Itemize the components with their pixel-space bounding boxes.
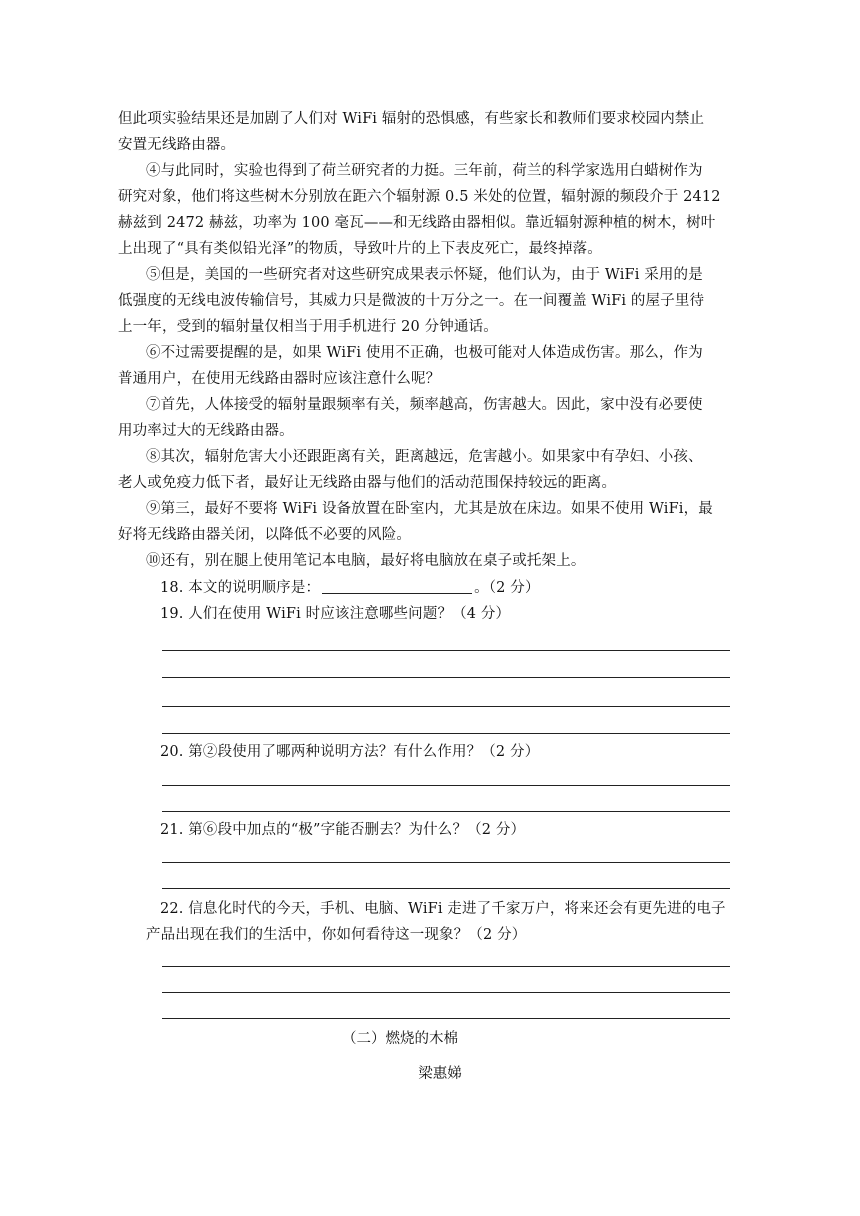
paragraph-8: ⑧其次，辐射危害大小还跟距离有关，距离越远，危害越小。如果家中有孕妇、小孩、 xyxy=(146,449,703,465)
passage-text: 研究对象，他们将这些树木分别放在距六个辐射源 0.5 米处的位置，辐射源的频段介于 2412 xyxy=(118,189,721,205)
section-title: （二）燃烧的木棉 xyxy=(342,1031,458,1047)
passage-text: 低强度的无线电波传输信号，其威力只是微波的十万分之一。在一间覆盖 WiFi 的屋子里待 xyxy=(118,293,705,309)
answer-line[interactable] xyxy=(162,706,730,707)
answer-line[interactable] xyxy=(162,888,730,889)
question-22-cont: 产品出现在我们的生活中，你如何看待这一现象？（2 分） xyxy=(146,927,527,943)
passage-text: 赫兹到 2472 赫兹，功率为 100 毫瓦——和无线路由器相似。靠近辐射源种植的树木，树叶 xyxy=(118,215,716,231)
paragraph-5: ⑤但是，美国的一些研究者对这些研究成果表示怀疑，他们认为，由于 WiFi 采用的是 xyxy=(146,267,703,283)
question-21: 21. 第⑥段中加点的“极”字能否删去？为什么？（2 分） xyxy=(160,822,526,838)
answer-line[interactable] xyxy=(162,785,730,786)
answer-line[interactable] xyxy=(162,992,730,993)
question-20: 20. 第②段使用了哪两种说明方法？有什么作用？（2 分） xyxy=(160,744,540,760)
paragraph-9: ⑨第三，最好不要将 WiFi 设备放置在卧室内，尤其是放在床边。如果不使用 WiFi，最 xyxy=(146,501,713,517)
passage-text: 普通用户，在使用无线路由器时应该注意什么呢？ xyxy=(118,371,441,387)
answer-line[interactable] xyxy=(162,650,730,651)
paragraph-6: ⑥不过需要提醒的是，如果 WiFi 使用不正确，也极可能对人体造成伤害。那么，作为 xyxy=(146,345,703,361)
question-18 xyxy=(160,578,540,598)
answer-blank-18[interactable] xyxy=(322,579,472,594)
question-19: 19. 人们在使用 WiFi 时应该注意哪些问题？（4 分） xyxy=(160,606,511,622)
question-18-suffix: 。（2 分） xyxy=(474,580,540,596)
answer-line[interactable] xyxy=(162,1018,730,1019)
passage-text: 用功率过大的无线路由器。 xyxy=(118,423,294,439)
author-name: 梁惠娣 xyxy=(418,1066,462,1082)
passage-text: 上一年，受到的辐射量仅相当于用手机进行 20 分钟通话。 xyxy=(118,319,498,335)
answer-line[interactable] xyxy=(162,677,730,678)
answer-line[interactable] xyxy=(162,966,730,967)
passage-text: 好将无线路由器关闭，以降低不必要的风险。 xyxy=(118,527,411,543)
answer-line[interactable] xyxy=(162,733,730,734)
passage-text: 安置无线路由器。 xyxy=(118,137,236,153)
question-18-prefix: 18. 本文的说明顺序是： xyxy=(160,580,321,596)
passage-text: 上出现了“具有类似铅光泽”的物质，导致叶片的上下表皮死亡，最终掉落。 xyxy=(118,241,602,257)
answer-line[interactable] xyxy=(162,862,730,863)
passage-text: 老人或免疫力低下者，最好让无线路由器与他们的活动范围保持较远的距离。 xyxy=(118,475,617,491)
paragraph-10: ⑩还有，别在腿上使用笔记本电脑，最好将电脑放在桌子或托架上。 xyxy=(146,553,586,569)
passage-text: 但此项实验结果还是加剧了人们对 WiFi 辐射的恐惧感，有些家长和教师们要求校园内禁止 xyxy=(118,111,705,127)
paragraph-7: ⑦首先，人体接受的辐射量跟频率有关，频率越高，伤害越大。因此，家中没有必要使 xyxy=(146,397,703,413)
answer-line[interactable] xyxy=(162,811,730,812)
paragraph-4: ④与此同时，实验也得到了荷兰研究者的力挺。三年前，荷兰的科学家选用白蜡树作为 xyxy=(146,163,703,179)
question-22: 22. 信息化时代的今天，手机、电脑、WiFi 走进了千家万户，将来还会有更先进的电子 xyxy=(160,901,726,917)
